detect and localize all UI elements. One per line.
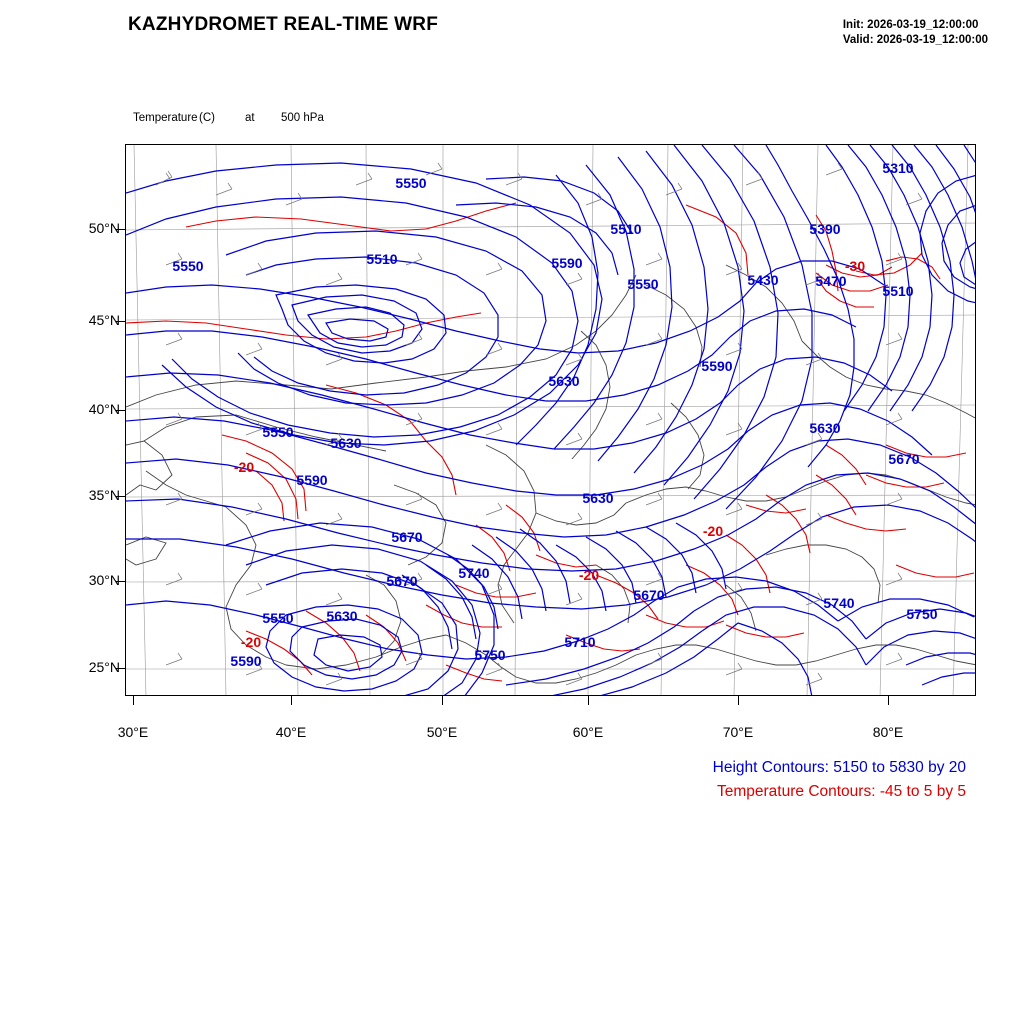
height-label-5590-b: 5590	[701, 358, 733, 374]
field-at-temperature: at	[245, 112, 255, 124]
ytick-mark-45N	[116, 321, 125, 322]
field-units-temperature: (C)	[199, 112, 215, 124]
temp-label-minus20-c: -20	[578, 567, 600, 583]
height-label-5670-c: 5670	[386, 573, 418, 589]
ytick-label-35N: 35°N	[88, 487, 120, 503]
height-label-5750-a: 5750	[906, 606, 938, 622]
height-label-5630-e: 5630	[326, 608, 358, 624]
xtick-label-40E: 40°E	[275, 724, 307, 740]
legend-height-contours: Height Contours: 5150 to 5830 by 20	[712, 759, 966, 776]
ytick-label-25N: 25°N	[88, 659, 120, 675]
height-label-5550-d: 5550	[262, 424, 294, 440]
ytick-label-50N: 50°N	[88, 220, 120, 236]
xtick-mark-40E	[291, 696, 292, 705]
height-label-5670-d: 5670	[633, 587, 665, 603]
height-label-5550-a: 5550	[172, 258, 204, 274]
height-label-5550-b: 5550	[395, 175, 427, 191]
init-time: Init: 2026-03-19_12:00:00	[842, 19, 979, 31]
height-contour-labels	[172, 160, 937, 669]
height-label-5630-a: 5630	[548, 373, 580, 389]
ytick-label-45N: 45°N	[88, 312, 120, 328]
xtick-label-80E: 80°E	[872, 724, 904, 740]
field-row-temperature	[133, 111, 324, 125]
height-label-5510-b: 5510	[610, 221, 642, 237]
height-label-5740-b: 5740	[823, 595, 855, 611]
map-contour-svg	[126, 145, 976, 696]
xtick-mark-80E	[888, 696, 889, 705]
height-label-5590-d: 5590	[230, 653, 262, 669]
height-label-5630-d: 5630	[582, 490, 614, 506]
xtick-label-70E: 70°E	[722, 724, 754, 740]
height-label-5470: 5470	[815, 273, 847, 289]
height-label-5510-c: 5510	[882, 283, 914, 299]
height-label-5630-b: 5630	[809, 420, 841, 436]
height-label-5590-a: 5590	[551, 255, 583, 271]
xtick-label-50E: 50°E	[426, 724, 458, 740]
height-label-5310: 5310	[882, 160, 914, 176]
xtick-mark-30E	[133, 696, 134, 705]
height-label-5550-e: 5550	[262, 610, 294, 626]
valid-time: Valid: 2026-03-19_12:00:00	[842, 34, 988, 46]
height-label-5550-c: 5550	[627, 276, 659, 292]
map-plot-area	[125, 144, 976, 696]
height-label-5670-a: 5670	[888, 451, 920, 467]
height-label-5430: 5430	[747, 272, 779, 288]
ytick-mark-40N	[116, 410, 125, 411]
ytick-mark-25N	[116, 668, 125, 669]
xtick-mark-60E	[588, 696, 589, 705]
height-label-5390: 5390	[809, 221, 841, 237]
height-label-5510-a: 5510	[366, 251, 398, 267]
page-title: KAZHYDROMET REAL-TIME WRF	[128, 14, 439, 35]
field-name-temperature: Temperature	[133, 112, 198, 124]
height-label-5630-c: 5630	[330, 435, 362, 451]
xtick-mark-70E	[738, 696, 739, 705]
ytick-label-40N: 40°N	[88, 401, 120, 417]
height-label-5590-c: 5590	[296, 472, 328, 488]
xtick-label-30E: 30°E	[117, 724, 149, 740]
ytick-label-30N: 30°N	[88, 572, 120, 588]
init-valid-block	[843, 18, 988, 48]
height-label-5710: 5710	[564, 634, 596, 650]
legend-temperature-contours: Temperature Contours: -45 to 5 by 5	[717, 783, 966, 800]
xtick-label-60E: 60°E	[572, 724, 604, 740]
height-label-5740-a: 5740	[458, 565, 490, 581]
height-label-5750-b: 5750	[474, 647, 506, 663]
temp-label-minus20-b: -20	[702, 523, 724, 539]
temp-label-minus20-a: -20	[233, 459, 255, 475]
ytick-mark-35N	[116, 496, 125, 497]
temperature-contour-labels	[234, 258, 865, 650]
xtick-mark-50E	[442, 696, 443, 705]
height-label-5670-b: 5670	[391, 529, 423, 545]
ytick-mark-30N	[116, 581, 125, 582]
field-level-temperature: 500 hPa	[281, 112, 324, 124]
ytick-mark-50N	[116, 229, 125, 230]
contour-legend	[713, 756, 966, 804]
temp-label-minus30: -30	[844, 258, 866, 274]
temp-label-minus20-d: -20	[240, 634, 262, 650]
